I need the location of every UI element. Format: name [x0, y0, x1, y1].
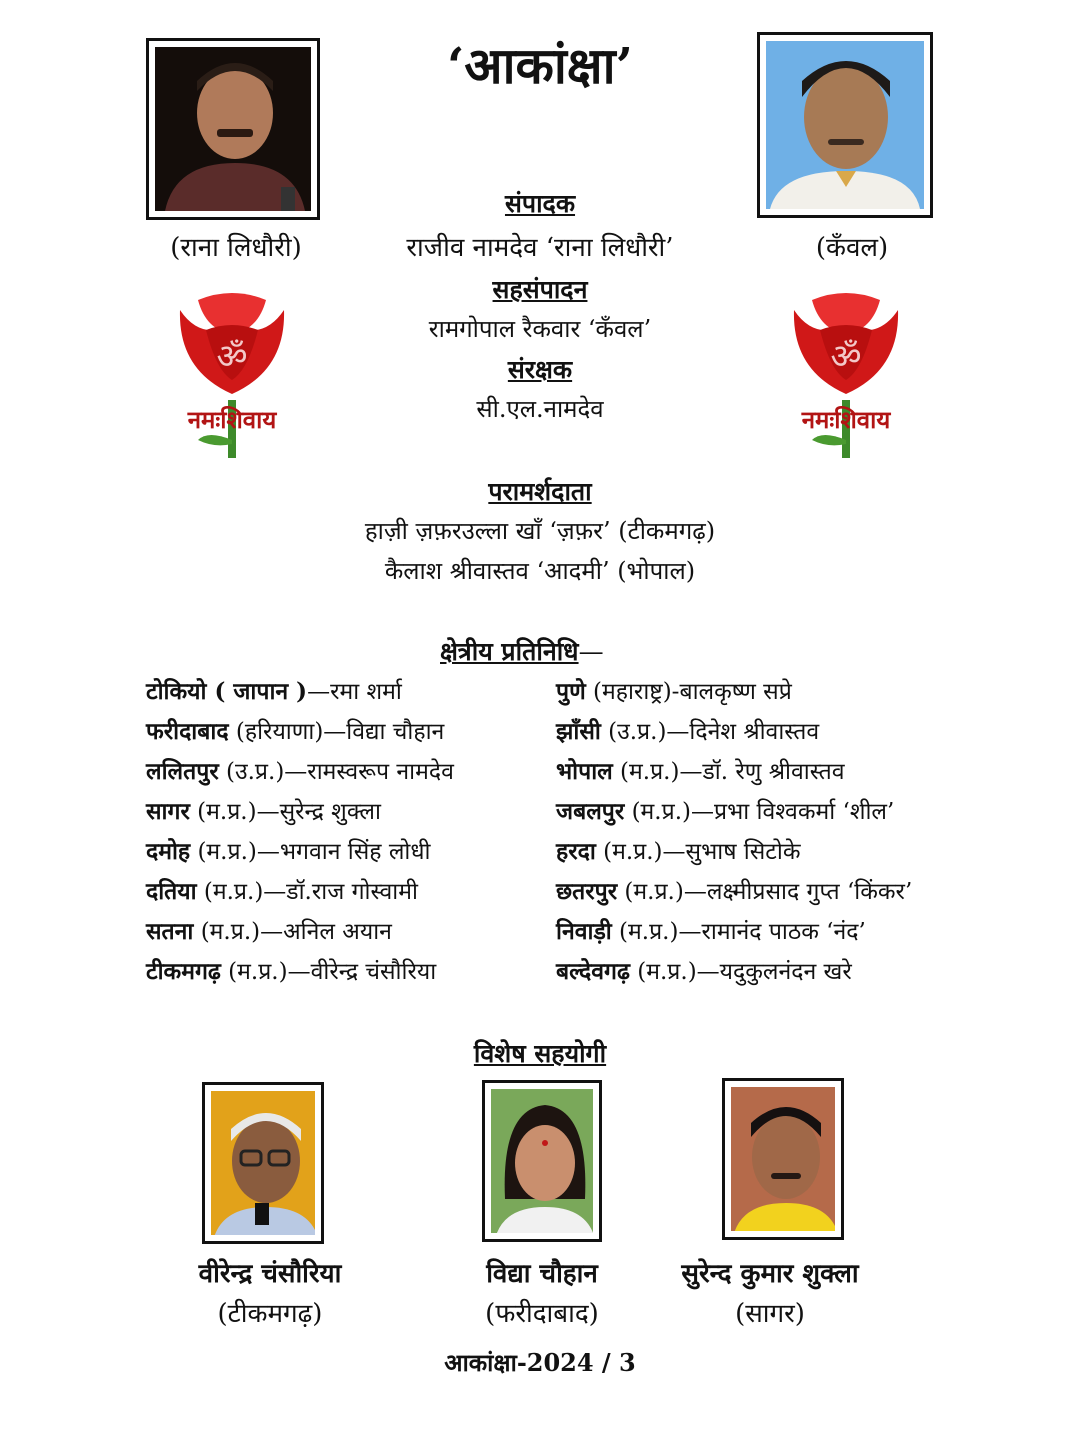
left-photo-caption: (राना लिधौरी) [170, 233, 302, 263]
representative-details: (हरियाणा)—विद्या चौहान [228, 719, 445, 745]
special-person-place: (टीकमगढ़) [217, 1299, 323, 1329]
representative-place: दतिया [146, 878, 197, 905]
representative-row [556, 834, 801, 866]
representative-row [146, 674, 402, 706]
representative-row [146, 914, 392, 946]
photo-virendra-chansauriya [202, 1082, 324, 1244]
representative-row [146, 874, 418, 906]
representatives-heading: क्षेत्रीय प्रतिनिधि [440, 637, 579, 666]
om-glyph: ॐ [216, 337, 248, 377]
representative-place: फरीदाबाद [146, 718, 229, 745]
photo-vidya-chauhan [482, 1080, 602, 1242]
representative-row [556, 674, 792, 706]
representative-details: (म.प्र.)—यदुकुलनंदन खरे [629, 959, 852, 985]
special-person-place: (फरीदाबाद) [485, 1299, 599, 1329]
right-photo-caption: (कँवल) [815, 233, 889, 263]
representative-place: टोकियो ( जापान ) [146, 678, 308, 705]
photo-surendra-kumar-shukla [722, 1078, 844, 1240]
page-title: ‘आकांक्षा’ [446, 36, 634, 95]
advisor-name: हाज़ी ज़फ़रउल्ला खाँ ‘ज़फ़र’ (टीकमगढ़) [364, 517, 716, 545]
editor-heading: संपादक [504, 189, 576, 218]
representative-place: बल्देवगढ़ [556, 958, 630, 985]
namah-shivay-text: नमःशिवाय [187, 406, 277, 434]
patron-heading: संरक्षक [507, 355, 573, 384]
representative-row [556, 794, 894, 826]
photo-kanwal [757, 32, 933, 218]
representative-details: (म.प्र.)—वीरेन्द्र चंसौरिया [220, 959, 437, 985]
special-person-place: (सागर) [735, 1299, 805, 1329]
editor-name: राजीव नामदेव ‘राना लिधौरी’ [406, 233, 674, 263]
representative-place: पुणे [556, 678, 586, 705]
representative-place: हरदा [556, 838, 596, 865]
representative-details: (म.प्र.)—सुभाष सिटोके [595, 839, 801, 865]
representative-row [146, 714, 444, 746]
co-editor-name: रामगोपाल रैकवार ‘कँवल’ [428, 315, 652, 343]
representative-row [146, 794, 381, 826]
representative-details: (म.प्र.)—अनिल अयान [193, 919, 392, 945]
representative-row [146, 834, 430, 866]
representative-place: निवाड़ी [556, 918, 612, 945]
representatives-heading-wrap [440, 634, 604, 668]
representative-details: (म.प्र.)—डॉ. रेणु श्रीवास्तव [612, 759, 845, 785]
representative-details: (म.प्र.)—लक्ष्मीप्रसाद गुप्त ‘किंकर’ [617, 879, 913, 905]
representative-place: जबलपुर [556, 798, 625, 825]
representative-details: (म.प्र.)—प्रभा विश्वकर्मा ‘शील’ [624, 799, 895, 825]
representative-place: सतना [146, 918, 194, 945]
namah-shivay-text: नमःशिवाय [801, 406, 891, 434]
advisors-heading: परामर्शदाता [488, 477, 592, 506]
representative-row [556, 874, 912, 906]
photo-rana-lidhori [146, 38, 320, 220]
representative-row [556, 754, 845, 786]
patron-name: सी.एल.नामदेव [476, 395, 604, 423]
representative-place: दमोह [146, 838, 191, 865]
rose-om-namah-shivay-right [782, 290, 912, 460]
representative-place: भोपाल [556, 758, 613, 785]
representative-place: झाँसी [556, 718, 601, 745]
representative-details: (उ.प्र.)—दिनेश श्रीवास्तव [600, 719, 820, 745]
special-heading: विशेष सहयोगी [473, 1039, 607, 1068]
representative-place: छतरपुर [556, 878, 618, 905]
page-footer: आकांक्षा-2024 / 3 [444, 1348, 636, 1377]
representative-details: (म.प्र.)—डॉ.राज गोस्वामी [196, 879, 418, 905]
representative-row [556, 954, 852, 986]
special-person-name: सुरेन्द कुमार शुक्ला [681, 1259, 859, 1289]
representative-details: (म.प्र.)—भगवान सिंह लोधी [190, 839, 431, 865]
representative-place: सागर [146, 798, 190, 825]
om-glyph: ॐ [830, 337, 862, 377]
special-person-name: वीरेन्द्र चंसौरिया [198, 1259, 342, 1289]
representative-row [146, 754, 454, 786]
representative-details: (महाराष्ट्र)-बालकृष्ण सप्रे [585, 679, 792, 705]
representative-place: ललितपुर [146, 758, 219, 785]
representative-row [556, 914, 866, 946]
special-person-name: विद्या चौहान [486, 1259, 598, 1289]
representative-place: टीकमगढ़ [146, 958, 221, 985]
representative-details: (म.प्र.)—सुरेन्द्र शुक्ला [189, 799, 381, 825]
representative-details: —रमा शर्मा [307, 679, 402, 705]
co-editor-heading: सहसंपादन [492, 275, 588, 304]
representatives-heading-dash: — [578, 637, 604, 666]
advisor-name: कैलाश श्रीवास्तव ‘आदमी’ (भोपाल) [384, 557, 696, 585]
representative-details: (उ.प्र.)—रामस्वरूप नामदेव [218, 759, 454, 785]
representative-details: (म.प्र.)—रामानंद पाठक ‘नंद’ [611, 919, 866, 945]
representative-row [146, 954, 436, 986]
representative-row [556, 714, 819, 746]
rose-om-namah-shivay-left [168, 290, 298, 460]
